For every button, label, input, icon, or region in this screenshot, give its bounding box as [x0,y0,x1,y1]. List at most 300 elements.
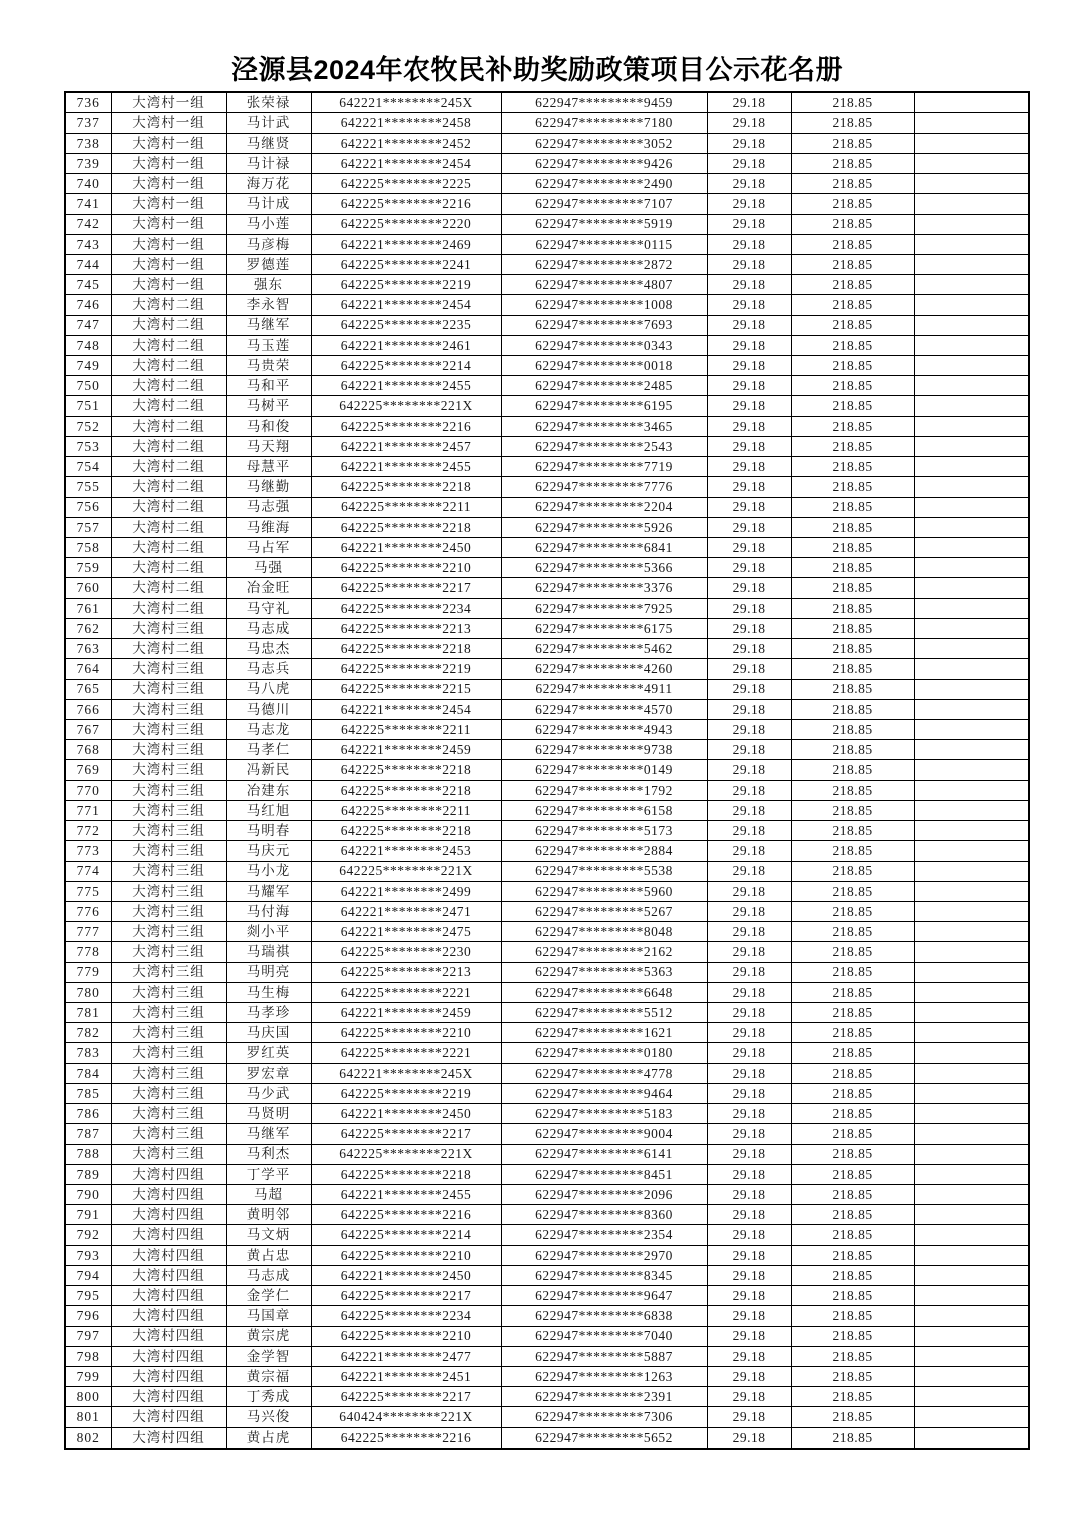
cell-amount-1: 29.18 [707,1225,791,1245]
cell-note-empty [914,295,1029,315]
cell-village-group: 大湾村一组 [111,194,226,214]
cell-amount-2: 218.85 [791,1043,914,1063]
table-row [65,982,1029,1002]
cell-person-name: 马庆国 [226,1023,311,1043]
cell-id-number: 642225********2221 [311,982,501,1002]
cell-note-empty [914,1023,1029,1043]
cell-amount-1: 29.18 [707,1346,791,1366]
cell-amount-1: 29.18 [707,1003,791,1023]
cell-id-number: 642221********2454 [311,295,501,315]
cell-row-number: 794 [65,1265,111,1285]
cell-village-group: 大湾村三组 [111,1043,226,1063]
cell-amount-2: 218.85 [791,396,914,416]
cell-bank-account: 622947*********9464 [501,1083,707,1103]
cell-bank-account: 622947*********7693 [501,315,707,335]
cell-row-number: 752 [65,416,111,436]
cell-note-empty [914,477,1029,497]
cell-id-number: 642225********2216 [311,416,501,436]
cell-amount-1: 29.18 [707,396,791,416]
cell-village-group: 大湾村四组 [111,1225,226,1245]
cell-person-name: 马继贤 [226,133,311,153]
cell-amount-1: 29.18 [707,194,791,214]
cell-amount-2: 218.85 [791,1164,914,1184]
cell-row-number: 741 [65,194,111,214]
cell-note-empty [914,780,1029,800]
cell-note-empty [914,881,1029,901]
cell-row-number: 757 [65,517,111,537]
cell-village-group: 大湾村三组 [111,881,226,901]
cell-amount-1: 29.18 [707,436,791,456]
cell-bank-account: 622947*********6175 [501,618,707,638]
cell-amount-1: 29.18 [707,841,791,861]
cell-amount-1: 29.18 [707,1427,791,1449]
table-row [65,821,1029,841]
table-row [65,1144,1029,1164]
cell-amount-1: 29.18 [707,416,791,436]
cell-person-name: 马瑞祺 [226,942,311,962]
cell-id-number: 642221********2452 [311,133,501,153]
cell-amount-1: 29.18 [707,1205,791,1225]
cell-row-number: 738 [65,133,111,153]
cell-amount-1: 29.18 [707,982,791,1002]
cell-id-number: 642221********2455 [311,376,501,396]
cell-id-number: 642225********2216 [311,194,501,214]
cell-id-number: 642221********2499 [311,881,501,901]
cell-id-number: 642225********2217 [311,1286,501,1306]
cell-amount-1: 29.18 [707,477,791,497]
cell-note-empty [914,618,1029,638]
cell-note-empty [914,1104,1029,1124]
cell-village-group: 大湾村四组 [111,1185,226,1205]
cell-person-name: 罗红英 [226,1043,311,1063]
cell-amount-2: 218.85 [791,1286,914,1306]
cell-amount-1: 29.18 [707,1245,791,1265]
cell-person-name: 马八虎 [226,679,311,699]
cell-row-number: 795 [65,1286,111,1306]
cell-amount-2: 218.85 [791,1124,914,1144]
cell-village-group: 大湾村二组 [111,517,226,537]
cell-note-empty [914,174,1029,194]
cell-row-number: 747 [65,315,111,335]
cell-person-name: 黄占忠 [226,1245,311,1265]
cell-id-number: 642221********2455 [311,457,501,477]
cell-amount-2: 218.85 [791,760,914,780]
cell-row-number: 754 [65,457,111,477]
cell-person-name: 冶建东 [226,780,311,800]
cell-amount-1: 29.18 [707,234,791,254]
cell-person-name: 马孝仁 [226,740,311,760]
cell-row-number: 736 [65,92,111,113]
cell-amount-2: 218.85 [791,275,914,295]
cell-person-name: 马占军 [226,538,311,558]
cell-village-group: 大湾村三组 [111,1083,226,1103]
cell-bank-account: 622947*********8345 [501,1265,707,1285]
cell-note-empty [914,578,1029,598]
cell-person-name: 黄占虎 [226,1427,311,1449]
cell-village-group: 大湾村三组 [111,618,226,638]
table-row [65,760,1029,780]
table-row [65,275,1029,295]
cell-person-name: 黄宗虎 [226,1326,311,1346]
cell-row-number: 756 [65,497,111,517]
table-row [65,1003,1029,1023]
table-row [65,1164,1029,1184]
cell-amount-1: 29.18 [707,1306,791,1326]
cell-person-name: 马继勤 [226,477,311,497]
table-row [65,295,1029,315]
cell-amount-2: 218.85 [791,901,914,921]
cell-bank-account: 622947*********6158 [501,800,707,820]
cell-person-name: 黄明邻 [226,1205,311,1225]
cell-row-number: 742 [65,214,111,234]
cell-bank-account: 622947*********0343 [501,335,707,355]
table-row [65,1346,1029,1366]
cell-amount-1: 29.18 [707,517,791,537]
cell-village-group: 大湾村二组 [111,356,226,376]
table-row [65,174,1029,194]
cell-person-name: 马志龙 [226,719,311,739]
cell-amount-2: 218.85 [791,234,914,254]
cell-amount-1: 29.18 [707,538,791,558]
cell-row-number: 755 [65,477,111,497]
cell-bank-account: 622947*********7107 [501,194,707,214]
cell-id-number: 642225********2214 [311,356,501,376]
cell-row-number: 770 [65,780,111,800]
cell-note-empty [914,457,1029,477]
cell-id-number: 642221********2454 [311,153,501,173]
cell-row-number: 768 [65,740,111,760]
cell-bank-account: 622947*********7776 [501,477,707,497]
cell-row-number: 785 [65,1083,111,1103]
cell-note-empty [914,254,1029,274]
cell-amount-1: 29.18 [707,881,791,901]
cell-row-number: 788 [65,1144,111,1164]
cell-amount-1: 29.18 [707,497,791,517]
cell-bank-account: 622947*********2970 [501,1245,707,1265]
cell-person-name: 马继军 [226,315,311,335]
cell-id-number: 640424********221X [311,1407,501,1427]
cell-row-number: 786 [65,1104,111,1124]
cell-row-number: 792 [65,1225,111,1245]
cell-id-number: 642225********221X [311,396,501,416]
cell-amount-2: 218.85 [791,92,914,113]
cell-note-empty [914,92,1029,113]
cell-note-empty [914,558,1029,578]
cell-village-group: 大湾村三组 [111,1104,226,1124]
cell-amount-1: 29.18 [707,214,791,234]
cell-amount-2: 218.85 [791,942,914,962]
cell-note-empty [914,1164,1029,1184]
cell-bank-account: 622947*********5512 [501,1003,707,1023]
cell-id-number: 642221********2451 [311,1366,501,1386]
cell-bank-account: 622947*********5363 [501,962,707,982]
cell-row-number: 780 [65,982,111,1002]
cell-id-number: 642225********2218 [311,821,501,841]
cell-row-number: 751 [65,396,111,416]
cell-note-empty [914,740,1029,760]
cell-id-number: 642221********2469 [311,234,501,254]
table-row [65,699,1029,719]
cell-amount-1: 29.18 [707,153,791,173]
cell-bank-account: 622947*********4260 [501,659,707,679]
cell-bank-account: 622947*********8048 [501,922,707,942]
cell-id-number: 642225********2218 [311,760,501,780]
cell-amount-2: 218.85 [791,821,914,841]
cell-note-empty [914,699,1029,719]
cell-row-number: 802 [65,1427,111,1449]
cell-person-name: 马守礼 [226,598,311,618]
cell-village-group: 大湾村四组 [111,1407,226,1427]
cell-amount-2: 218.85 [791,618,914,638]
cell-amount-1: 29.18 [707,861,791,881]
cell-amount-1: 29.18 [707,578,791,598]
table-row [65,416,1029,436]
table-row [65,1306,1029,1326]
cell-amount-2: 218.85 [791,376,914,396]
cell-amount-1: 29.18 [707,800,791,820]
cell-id-number: 642221********2450 [311,1104,501,1124]
cell-amount-2: 218.85 [791,1185,914,1205]
table-row [65,861,1029,881]
cell-row-number: 787 [65,1124,111,1144]
cell-village-group: 大湾村一组 [111,275,226,295]
table-row [65,740,1029,760]
cell-amount-2: 218.85 [791,133,914,153]
cell-village-group: 大湾村四组 [111,1366,226,1386]
cell-person-name: 母慧平 [226,457,311,477]
cell-person-name: 马贵荣 [226,356,311,376]
cell-amount-2: 218.85 [791,679,914,699]
table-row [65,942,1029,962]
cell-bank-account: 622947*********0115 [501,234,707,254]
table-row [65,1043,1029,1063]
cell-village-group: 大湾村三组 [111,699,226,719]
cell-row-number: 764 [65,659,111,679]
cell-bank-account: 622947*********7925 [501,598,707,618]
cell-note-empty [914,194,1029,214]
cell-amount-2: 218.85 [791,639,914,659]
cell-id-number: 642225********2225 [311,174,501,194]
table-row [65,598,1029,618]
table-row [65,719,1029,739]
cell-note-empty [914,1387,1029,1407]
cell-row-number: 781 [65,1003,111,1023]
table-row [65,356,1029,376]
cell-amount-2: 218.85 [791,174,914,194]
cell-person-name: 马贤明 [226,1104,311,1124]
cell-bank-account: 622947*********7180 [501,113,707,133]
cell-person-name: 马和平 [226,376,311,396]
cell-note-empty [914,821,1029,841]
cell-amount-1: 29.18 [707,558,791,578]
cell-person-name: 马少武 [226,1083,311,1103]
table-row [65,133,1029,153]
cell-row-number: 799 [65,1366,111,1386]
cell-person-name: 马兴俊 [226,1407,311,1427]
table-row [65,1185,1029,1205]
cell-bank-account: 622947*********5366 [501,558,707,578]
cell-village-group: 大湾村一组 [111,113,226,133]
cell-person-name: 马小龙 [226,861,311,881]
cell-amount-2: 218.85 [791,780,914,800]
cell-amount-2: 218.85 [791,416,914,436]
cell-amount-1: 29.18 [707,719,791,739]
cell-amount-2: 218.85 [791,1104,914,1124]
cell-id-number: 642225********2230 [311,942,501,962]
table-row [65,1286,1029,1306]
cell-id-number: 642221********2475 [311,922,501,942]
table-row [65,457,1029,477]
cell-amount-1: 29.18 [707,1286,791,1306]
cell-person-name: 冶金旺 [226,578,311,598]
cell-amount-1: 29.18 [707,1265,791,1285]
cell-id-number: 642225********2234 [311,1306,501,1326]
cell-bank-account: 622947*********2884 [501,841,707,861]
cell-note-empty [914,800,1029,820]
cell-amount-2: 218.85 [791,497,914,517]
table-row [65,436,1029,456]
cell-bank-account: 622947*********0180 [501,1043,707,1063]
cell-bank-account: 622947*********9426 [501,153,707,173]
cell-person-name: 罗德莲 [226,254,311,274]
cell-person-name: 马忠杰 [226,639,311,659]
cell-amount-2: 218.85 [791,194,914,214]
cell-row-number: 800 [65,1387,111,1407]
table-row [65,1326,1029,1346]
cell-row-number: 744 [65,254,111,274]
table-row [65,315,1029,335]
cell-village-group: 大湾村二组 [111,477,226,497]
cell-note-empty [914,1063,1029,1083]
cell-village-group: 大湾村二组 [111,416,226,436]
cell-person-name: 李永智 [226,295,311,315]
cell-bank-account: 622947*********6648 [501,982,707,1002]
table-row [65,153,1029,173]
cell-id-number: 642225********221X [311,1144,501,1164]
cell-row-number: 796 [65,1306,111,1326]
cell-row-number: 791 [65,1205,111,1225]
cell-bank-account: 622947*********1263 [501,1366,707,1386]
cell-row-number: 793 [65,1245,111,1265]
cell-row-number: 777 [65,922,111,942]
table-row [65,1387,1029,1407]
cell-amount-2: 218.85 [791,1346,914,1366]
cell-row-number: 797 [65,1326,111,1346]
cell-amount-2: 218.85 [791,1063,914,1083]
cell-amount-1: 29.18 [707,962,791,982]
cell-amount-1: 29.18 [707,780,791,800]
cell-amount-2: 218.85 [791,962,914,982]
cell-note-empty [914,376,1029,396]
cell-row-number: 761 [65,598,111,618]
cell-person-name: 马文炳 [226,1225,311,1245]
cell-amount-2: 218.85 [791,800,914,820]
cell-id-number: 642225********2218 [311,517,501,537]
cell-amount-1: 29.18 [707,356,791,376]
cell-bank-account: 622947*********4570 [501,699,707,719]
cell-amount-1: 29.18 [707,679,791,699]
cell-note-empty [914,1407,1029,1427]
cell-amount-2: 218.85 [791,719,914,739]
cell-note-empty [914,760,1029,780]
cell-row-number: 749 [65,356,111,376]
cell-note-empty [914,436,1029,456]
cell-amount-1: 29.18 [707,821,791,841]
cell-amount-2: 218.85 [791,1205,914,1225]
cell-note-empty [914,113,1029,133]
cell-amount-1: 29.18 [707,1407,791,1427]
cell-village-group: 大湾村一组 [111,153,226,173]
cell-amount-1: 29.18 [707,113,791,133]
cell-amount-2: 218.85 [791,1144,914,1164]
table-row [65,335,1029,355]
cell-amount-1: 29.18 [707,1185,791,1205]
cell-note-empty [914,1003,1029,1023]
cell-amount-2: 218.85 [791,1083,914,1103]
cell-id-number: 642221********2471 [311,901,501,921]
cell-amount-1: 29.18 [707,1124,791,1144]
cell-person-name: 马计成 [226,194,311,214]
table-row [65,517,1029,537]
table-row [65,962,1029,982]
cell-amount-2: 218.85 [791,1003,914,1023]
cell-village-group: 大湾村二组 [111,335,226,355]
cell-note-empty [914,1366,1029,1386]
cell-note-empty [914,901,1029,921]
table-row [65,901,1029,921]
cell-note-empty [914,497,1029,517]
cell-bank-account: 622947*********6841 [501,538,707,558]
cell-amount-2: 218.85 [791,1306,914,1326]
cell-person-name: 马树平 [226,396,311,416]
cell-person-name: 马明春 [226,821,311,841]
cell-person-name: 丁学平 [226,1164,311,1184]
cell-person-name: 金学仁 [226,1286,311,1306]
cell-id-number: 642225********2234 [311,598,501,618]
cell-row-number: 774 [65,861,111,881]
cell-bank-account: 622947*********7719 [501,457,707,477]
cell-note-empty [914,275,1029,295]
cell-row-number: 763 [65,639,111,659]
cell-person-name: 马继军 [226,1124,311,1144]
cell-amount-1: 29.18 [707,639,791,659]
cell-person-name: 马天翔 [226,436,311,456]
cell-amount-2: 218.85 [791,861,914,881]
cell-note-empty [914,1185,1029,1205]
cell-id-number: 642221********2477 [311,1346,501,1366]
cell-bank-account: 622947*********5887 [501,1346,707,1366]
cell-bank-account: 622947*********3465 [501,416,707,436]
cell-note-empty [914,1286,1029,1306]
cell-amount-2: 218.85 [791,598,914,618]
cell-village-group: 大湾村三组 [111,719,226,739]
cell-note-empty [914,1326,1029,1346]
cell-bank-account: 622947*********5919 [501,214,707,234]
cell-bank-account: 622947*********5267 [501,901,707,921]
roster-table [64,91,1030,1450]
cell-id-number: 642225********2215 [311,679,501,699]
cell-amount-1: 29.18 [707,1326,791,1346]
cell-amount-1: 29.18 [707,1023,791,1043]
cell-village-group: 大湾村三组 [111,800,226,820]
cell-bank-account: 622947*********5538 [501,861,707,881]
cell-note-empty [914,1043,1029,1063]
cell-bank-account: 622947*********9647 [501,1286,707,1306]
cell-person-name: 马强 [226,558,311,578]
cell-amount-1: 29.18 [707,1387,791,1407]
table-row [65,922,1029,942]
cell-amount-2: 218.85 [791,740,914,760]
